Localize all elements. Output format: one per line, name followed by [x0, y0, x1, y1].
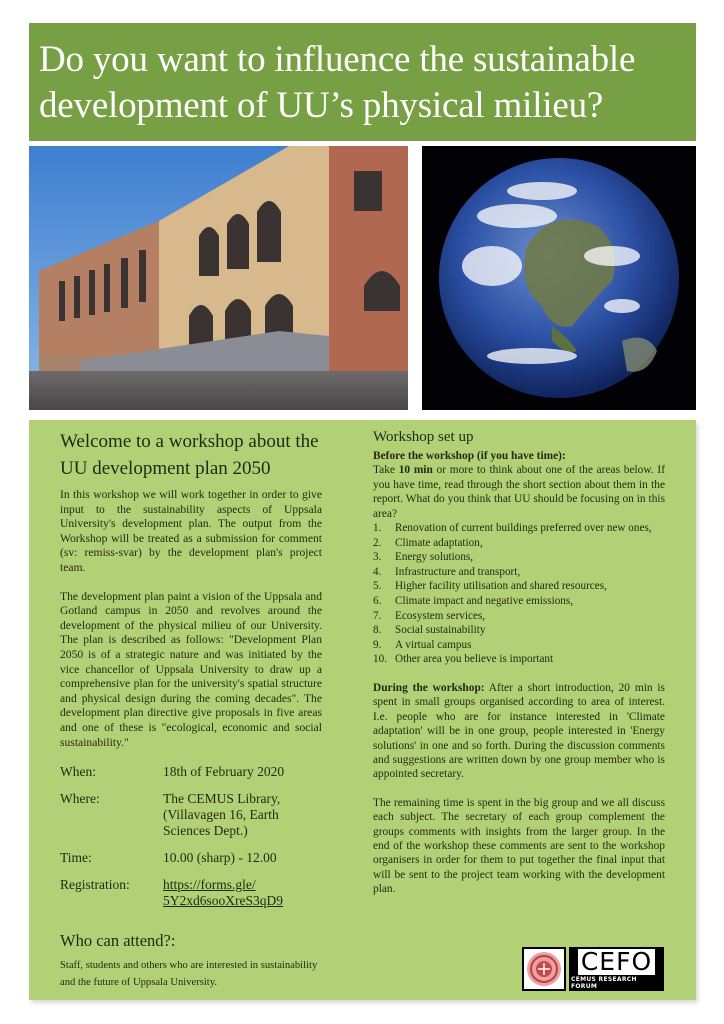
list-number: 4.	[373, 565, 382, 578]
list-number: 6.	[373, 595, 382, 607]
description-paragraph: The development plan paint a vision of the Uppsala and Gotland campus in 2050 and revolves around the development of the physical milieu of our University. The plan is described as follows: "Development Plan 2050 is of a strategic nature and was initiated by the vice chancellor of Uppsala University to draw up a comprehensive plan for the university's spatial structure and physical design during the coming decades". The development plan directive give proposals in five areas and one of these is "ecological, economic and social sustainability."	[60, 589, 322, 749]
list-text: Higher facility utilisation and shared resources,	[395, 580, 607, 593]
welcome-heading-line1: Welcome to a workshop about the	[60, 431, 319, 452]
list-number: 3.	[373, 551, 382, 564]
before-text-pre: Take	[373, 464, 399, 477]
list-number: 5.	[373, 580, 382, 593]
detail-label: Where:	[60, 791, 100, 807]
left-column	[60, 428, 322, 991]
list-text: Other area you believe is important	[395, 653, 554, 666]
uppsala-university-seal-icon	[522, 947, 566, 991]
list-number: 7.	[373, 609, 382, 622]
cefo-logo	[569, 947, 664, 991]
list-number: 2.	[373, 536, 382, 549]
list-item	[373, 609, 665, 624]
detail-where	[60, 791, 322, 839]
registration-link[interactable]: https://forms.gle/ 5Y2xd6sooXreS3qD9	[163, 877, 283, 909]
before-text-post: or more to think about one of the areas below. If you have time, read through the short section about them in the report. What do you think that UU should be focusing on in this area?	[373, 464, 665, 520]
list-item	[373, 550, 665, 565]
who-can-attend-text: Staff, students and others who are interested in sustainability and the future of Uppsala University.	[60, 960, 318, 989]
list-item	[373, 652, 665, 667]
title-banner	[29, 23, 696, 141]
list-item	[373, 521, 665, 536]
list-item	[373, 594, 665, 609]
list-text: Social sustainability	[395, 624, 486, 637]
cefo-subtitle: CEMUS RESEARCH FORUM	[571, 975, 637, 990]
during-workshop-text	[373, 681, 665, 782]
detail-value: 18th of February 2020	[163, 764, 285, 780]
list-text: Ecosystem services,	[395, 609, 486, 622]
registration-link-wrap	[163, 877, 322, 909]
detail-value: 10.00 (sharp) - 12.00	[163, 850, 277, 866]
remaining-time-text: The remaining time is spent in the big group and we all discuss each subject. The secretary of each group complement the groups comments with insights from the larger group. In the end of the workshop these comments are sent to the workshop organisers in order for them to put together the final input that will be sent to the project team working with the development plan.	[373, 796, 665, 896]
list-text: A virtual campus	[395, 638, 472, 651]
list-item	[373, 579, 665, 594]
list-item	[373, 638, 665, 653]
list-text: Renovation of current buildings preferred over new ones,	[395, 522, 652, 535]
list-number: 1.	[373, 522, 382, 535]
list-text: Energy solutions,	[395, 551, 474, 564]
list-number: 8.	[373, 624, 382, 637]
list-item	[373, 565, 665, 580]
detail-label: Registration:	[60, 877, 130, 893]
earth-photo	[422, 146, 696, 410]
during-text: After a short introduction, 20 min is spent in small groups organised according to area of interest. I.e. people who are for instance interested in 'Climate adaptation' will be in one group, people interested in 'Energy solutions' in one and so forth. During the discussion comments and suggestions are written down by one group member who is appointed secretary.	[373, 681, 665, 781]
detail-label: When:	[60, 764, 96, 780]
page-title: Do you want to influence the sustainable development of UU’s physical milieu?	[39, 39, 636, 126]
before-heading-text: Before the workshop (if you have time):	[373, 450, 566, 462]
list-item	[373, 536, 665, 551]
areas-list	[373, 521, 665, 667]
who-can-attend-heading: Who can attend?:	[60, 931, 176, 951]
right-column	[373, 428, 665, 897]
workshop-setup-heading: Workshop set up	[373, 429, 474, 445]
list-text: Climate impact and negative emissions,	[395, 595, 574, 607]
list-text: Climate adaptation,	[395, 536, 483, 549]
list-number: 9.	[373, 638, 382, 651]
before-workshop-text	[373, 463, 665, 521]
building-image	[29, 146, 408, 410]
logos	[522, 947, 664, 991]
before-workshop-heading	[373, 449, 665, 463]
welcome-heading-line2: UU development plan 2050	[60, 458, 271, 479]
during-heading: During the workshop:	[373, 681, 485, 694]
intro-paragraph: In this workshop we will work together in order to give input to the sustainability aspects of Uppsala University's development plan. The output from the Workshop will be treated as a submission for comment (sv: remiss-svar) by the development plan's project team.	[60, 488, 322, 574]
detail-registration	[60, 877, 322, 909]
detail-when	[60, 764, 322, 780]
earth-image	[422, 146, 696, 410]
detail-time	[60, 850, 322, 866]
cefo-wordmark: CEFO	[578, 949, 655, 975]
seal-graphic	[526, 951, 562, 987]
detail-label: Time:	[60, 850, 92, 866]
detail-value: The CEMUS Library, (Villavagen 16, Earth Sciences Dept.)	[163, 791, 281, 839]
list-number: 10.	[373, 653, 387, 666]
before-text-bold: 10 min	[398, 464, 433, 477]
content-panel	[29, 420, 696, 1000]
list-text: Infrastructure and transport,	[395, 565, 521, 578]
list-item	[373, 623, 665, 638]
university-building-photo	[29, 146, 408, 410]
